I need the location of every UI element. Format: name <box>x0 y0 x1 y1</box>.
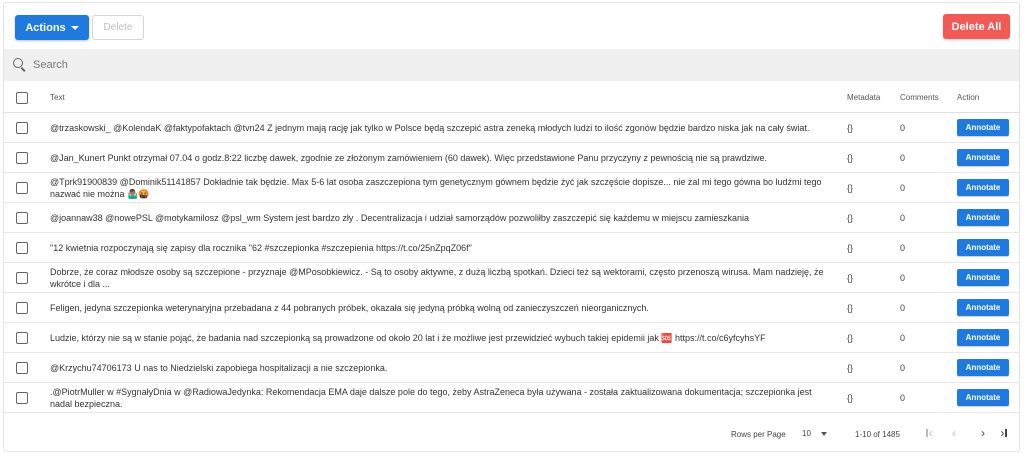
row-checkbox[interactable] <box>16 332 28 344</box>
pagination-range: 1-10 of 1485 <box>855 430 900 439</box>
row-metadata: {} <box>847 152 854 163</box>
row-metadata: {} <box>847 272 854 283</box>
header-metadata[interactable]: Metadata <box>847 93 881 102</box>
row-comments: 0 <box>900 272 906 283</box>
row-comments: 0 <box>900 182 906 193</box>
row-text: Ludzie, którzy nie są w stanie pojąć, że badania nad szczepionką są prowadzone od około 20 lat i że możliwe jest przewidzieć wybuch takiej epidemii jak 🆘 https://t.co/c6yfcyhsYF <box>50 332 766 343</box>
row-comments: 0 <box>900 362 906 373</box>
row-text: Feligen, jedyna szczepionka weterynaryjna przebadana z 44 pobranych próbek, okazała się jedyną próbką wolną od zanieczyszczeń nieorganicznych. <box>50 302 649 313</box>
header-action: Action <box>957 93 980 102</box>
row-checkbox[interactable] <box>16 392 28 404</box>
previous-page-icon[interactable]: ‹ <box>952 426 956 440</box>
next-page-icon[interactable]: › <box>981 426 985 440</box>
row-metadata: {} <box>847 212 854 223</box>
table-row[interactable] <box>4 233 1019 263</box>
caret-down-icon <box>821 432 827 436</box>
annotate-button[interactable]: Annotate <box>957 239 1009 256</box>
row-metadata: {} <box>847 392 854 403</box>
row-checkbox[interactable] <box>16 182 28 194</box>
table-header <box>4 83 1019 113</box>
row-checkbox[interactable] <box>16 152 28 164</box>
annotate-button[interactable]: Annotate <box>957 269 1009 286</box>
last-page-icon[interactable]: › <box>997 426 1011 440</box>
data-table <box>4 83 1019 413</box>
row-metadata: {} <box>847 182 854 193</box>
row-text: @Jan_Kunert Punkt otrzymał 07.04 o godz.8:22 liczbę dawek, zgodnie ze złożonym zamówieniem (60 dawek). Więc przedstawione Panu przyczyny z pewnością nie są prawdziwe. <box>50 152 767 163</box>
row-text: Dobrze, że coraz młodsze osoby są szczepione - przyznaje @MPosobkiewicz. - Są to osoby aktywne, z dużą liczbą spotkań. Dzieci też są wektorami, często przenoszą wirusa. Mam nadzieję, że wkrótce i dla ... <box>50 266 824 289</box>
row-text: @Tprk91900839 @Dominik51141857 Dokładnie tak będzie. Max 5-6 lat osoba zaszczepiona tym genetycznym gównem będzie żyć jak szczęście dopisze... nie żal mi tego gówna bo ludźmi tego nazwać nie można 🤷🏽‍♂️🤬 <box>50 176 822 199</box>
row-comments: 0 <box>900 392 906 403</box>
data-table-card <box>3 2 1020 452</box>
table-row[interactable] <box>4 353 1019 383</box>
row-comments: 0 <box>900 212 906 223</box>
row-text: @joannaw38 @nowePSL @motykamilosz @psl_wm System jest bardzo zły . Decentralizacja i udział samorządów pozwoliłby zaszczepić się każdemu w miejscu zamieszkania <box>50 212 749 223</box>
row-comments: 0 <box>900 242 906 253</box>
search-bar <box>4 49 1019 81</box>
row-text: .@PiotrMuller w #SygnałyDnia w @RadiowaJedynka: Rekomendacja EMA daje dalsze pole do tego, żeby AstraZeneca była używana - została zaktualizowana dokumentacja; szczepionka jest nadal bezpieczna. <box>50 386 812 409</box>
row-metadata: {} <box>847 122 854 133</box>
search-input[interactable] <box>33 59 433 71</box>
row-text: @trzaskowski_ @KolendaK @faktypofaktach @tvn24 Z jednym mają rację jak tylko w Polsce będą szczepić astra zeneką młodych ludzi to ilość zgonów będzie bardzo niska jak na cały świat. <box>50 122 810 133</box>
search-icon <box>13 58 27 72</box>
table-row[interactable] <box>4 323 1019 353</box>
table-row[interactable] <box>4 383 1019 413</box>
table-row[interactable] <box>4 143 1019 173</box>
annotate-button[interactable]: Annotate <box>957 329 1009 346</box>
table-row[interactable] <box>4 203 1019 233</box>
row-checkbox[interactable] <box>16 212 28 224</box>
row-metadata: {} <box>847 302 854 313</box>
table-row[interactable] <box>4 113 1019 143</box>
annotate-button[interactable]: Annotate <box>957 389 1009 406</box>
row-text: @Krzychu74706173 U nas to Niedzielski zapobiega hospitalizacji a nie szczepionka. <box>50 362 388 373</box>
rows-per-page-select[interactable] <box>802 429 827 438</box>
caret-down-icon <box>71 26 79 30</box>
row-metadata: {} <box>847 362 854 373</box>
row-metadata: {} <box>847 332 854 343</box>
actions-button[interactable] <box>15 15 89 40</box>
annotate-button[interactable]: Annotate <box>957 299 1009 316</box>
delete-button[interactable]: Delete <box>92 15 144 40</box>
annotate-button[interactable]: Annotate <box>957 119 1009 136</box>
pagination-footer <box>4 418 1019 450</box>
header-text[interactable]: Text <box>50 92 65 102</box>
row-checkbox[interactable] <box>16 362 28 374</box>
toolbar <box>4 3 1019 49</box>
row-checkbox[interactable] <box>16 272 28 284</box>
table-row[interactable] <box>4 173 1019 203</box>
header-comments[interactable]: Comments <box>900 93 939 102</box>
annotate-button[interactable]: Annotate <box>957 359 1009 376</box>
row-comments: 0 <box>900 332 906 343</box>
row-comments: 0 <box>900 122 906 133</box>
row-metadata: {} <box>847 242 854 253</box>
table-row[interactable] <box>4 263 1019 293</box>
row-text: "12 kwietnia rozpoczynają się zapisy dla rocznika "62 #szczepionka #szczepienia https://t.co/25nZpqZ06f" <box>50 242 472 253</box>
row-checkbox[interactable] <box>16 122 28 134</box>
row-checkbox[interactable] <box>16 302 28 314</box>
row-comments: 0 <box>900 152 906 163</box>
row-comments: 0 <box>900 302 906 313</box>
annotate-button[interactable]: Annotate <box>957 209 1009 226</box>
rows-per-page-label: Rows per Page <box>731 430 786 439</box>
annotate-button[interactable]: Annotate <box>957 179 1009 196</box>
delete-all-button[interactable]: Delete All <box>943 14 1010 39</box>
actions-label: Actions <box>25 21 66 34</box>
rows-per-page-value: 10 <box>802 429 811 438</box>
row-checkbox[interactable] <box>16 242 28 254</box>
first-page-icon[interactable]: ‹ <box>922 426 936 440</box>
table-row[interactable] <box>4 293 1019 323</box>
annotate-button[interactable]: Annotate <box>957 149 1009 166</box>
select-all-checkbox[interactable] <box>16 92 28 104</box>
